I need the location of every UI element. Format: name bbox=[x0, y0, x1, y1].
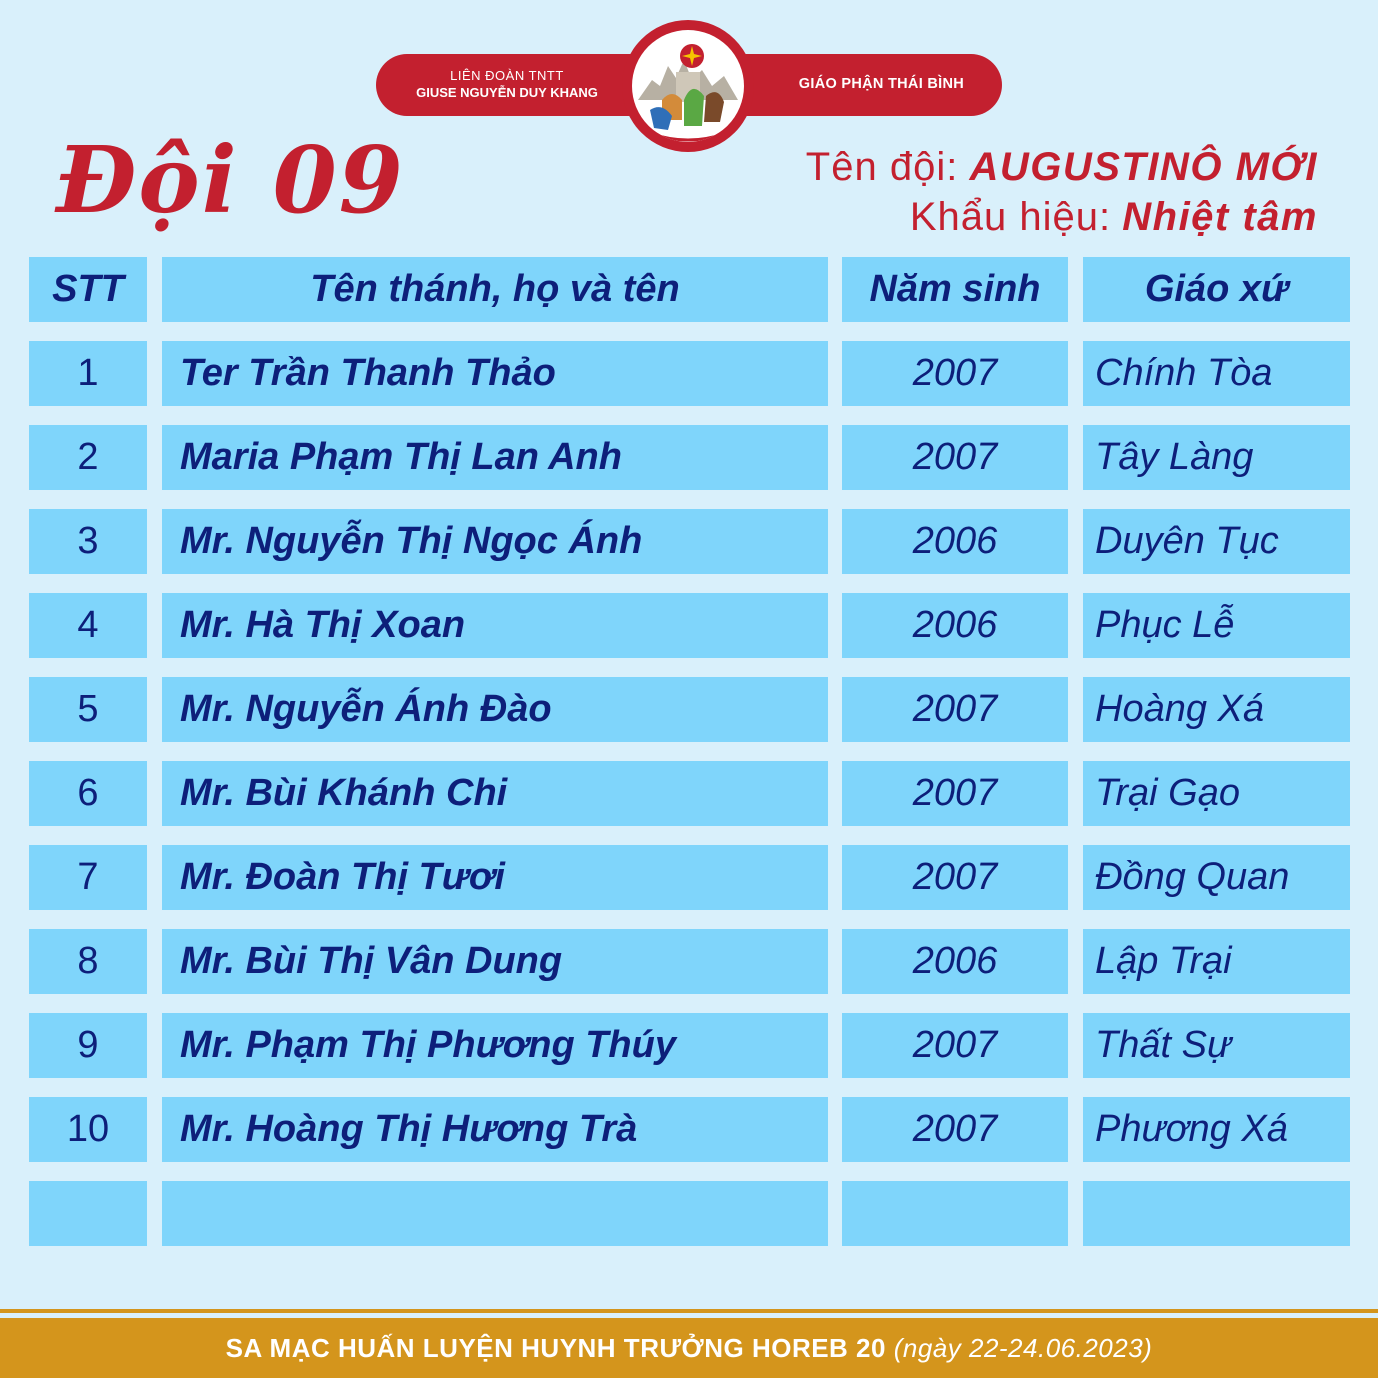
row-parish: Duyên Tục bbox=[1083, 509, 1350, 574]
footer-event-banner bbox=[0, 1318, 1378, 1378]
footer-event-name: SA MẠC HUẤN LUYỆN HUYNH TRƯỞNG HOREB 20 bbox=[225, 1333, 886, 1363]
row-full-name: Maria Phạm Thị Lan Anh bbox=[162, 425, 828, 490]
row-birth-year bbox=[842, 1181, 1068, 1246]
row-birth-year: 2007 bbox=[842, 425, 1068, 490]
row-stt: 3 bbox=[29, 509, 147, 574]
team-motto-label: Khẩu hiệu: bbox=[909, 195, 1112, 239]
row-birth-year: 2007 bbox=[842, 1097, 1068, 1162]
row-full-name: Mr. Hoàng Thị Hương Trà bbox=[162, 1097, 828, 1162]
row-birth-year: 2006 bbox=[842, 929, 1068, 994]
row-stt: 1 bbox=[29, 341, 147, 406]
row-full-name: Mr. Bùi Thị Vân Dung bbox=[162, 929, 828, 994]
row-stt: 5 bbox=[29, 677, 147, 742]
row-birth-year: 2007 bbox=[842, 677, 1068, 742]
header-stt: STT bbox=[29, 257, 147, 322]
row-stt: 10 bbox=[29, 1097, 147, 1162]
team-number-title: Đội 09 bbox=[56, 126, 405, 234]
row-parish: Phục Lễ bbox=[1083, 593, 1350, 658]
team-name-value: AUGUSTINÔ MỚI bbox=[969, 145, 1318, 189]
emblem-graphic bbox=[632, 30, 744, 142]
banner-line-1: LIÊN ĐOÀN TNTT bbox=[450, 68, 564, 83]
row-birth-year: 2007 bbox=[842, 761, 1068, 826]
row-parish: Hoàng Xá bbox=[1083, 677, 1350, 742]
row-parish: Chính Tòa bbox=[1083, 341, 1350, 406]
row-full-name: Mr. Phạm Thị Phương Thúy bbox=[162, 1013, 828, 1078]
row-birth-year: 2006 bbox=[842, 593, 1068, 658]
footer-event-date: (ngày 22-24.06.2023) bbox=[893, 1333, 1153, 1363]
row-parish: Tây Làng bbox=[1083, 425, 1350, 490]
team-info bbox=[806, 142, 1318, 242]
row-stt bbox=[29, 1181, 147, 1246]
diocese-emblem-logo bbox=[622, 20, 754, 152]
row-full-name bbox=[162, 1181, 828, 1246]
row-parish: Lập Trại bbox=[1083, 929, 1350, 994]
header-birth-year: Năm sinh bbox=[842, 257, 1068, 322]
row-parish: Trại Gạo bbox=[1083, 761, 1350, 826]
banner-organization-name bbox=[376, 67, 638, 101]
header-full-name: Tên thánh, họ và tên bbox=[162, 257, 828, 322]
row-stt: 6 bbox=[29, 761, 147, 826]
row-stt: 7 bbox=[29, 845, 147, 910]
team-motto-line bbox=[806, 192, 1318, 242]
row-full-name: Mr. Nguyễn Thị Ngọc Ánh bbox=[162, 509, 828, 574]
row-birth-year: 2007 bbox=[842, 341, 1068, 406]
row-full-name: Mr. Nguyễn Ánh Đào bbox=[162, 677, 828, 742]
row-stt: 4 bbox=[29, 593, 147, 658]
row-parish: Phương Xá bbox=[1083, 1097, 1350, 1162]
row-parish: Đồng Quan bbox=[1083, 845, 1350, 910]
banner-line-2: GIUSE NGUYỄN DUY KHANG bbox=[416, 85, 598, 100]
row-full-name: Mr. Đoàn Thị Tươi bbox=[162, 845, 828, 910]
header-parish: Giáo xứ bbox=[1083, 257, 1350, 322]
row-stt: 2 bbox=[29, 425, 147, 490]
team-motto-value: Nhiệt tâm bbox=[1122, 195, 1318, 239]
row-full-name: Mr. Hà Thị Xoan bbox=[162, 593, 828, 658]
row-stt: 9 bbox=[29, 1013, 147, 1078]
row-birth-year: 2007 bbox=[842, 1013, 1068, 1078]
row-parish: Thất Sự bbox=[1083, 1013, 1350, 1078]
team-name-label: Tên đội: bbox=[805, 145, 959, 189]
row-birth-year: 2006 bbox=[842, 509, 1068, 574]
row-birth-year: 2007 bbox=[842, 845, 1068, 910]
row-full-name: Ter Trần Thanh Thảo bbox=[162, 341, 828, 406]
row-stt: 8 bbox=[29, 929, 147, 994]
banner-diocese-name: GIÁO PHẬN THÁI BÌNH bbox=[798, 76, 964, 92]
team-name-line bbox=[806, 142, 1318, 192]
row-parish bbox=[1083, 1181, 1350, 1246]
row-full-name: Mr. Bùi Khánh Chi bbox=[162, 761, 828, 826]
footer-divider bbox=[0, 1309, 1378, 1313]
emblem-inner bbox=[632, 30, 744, 142]
